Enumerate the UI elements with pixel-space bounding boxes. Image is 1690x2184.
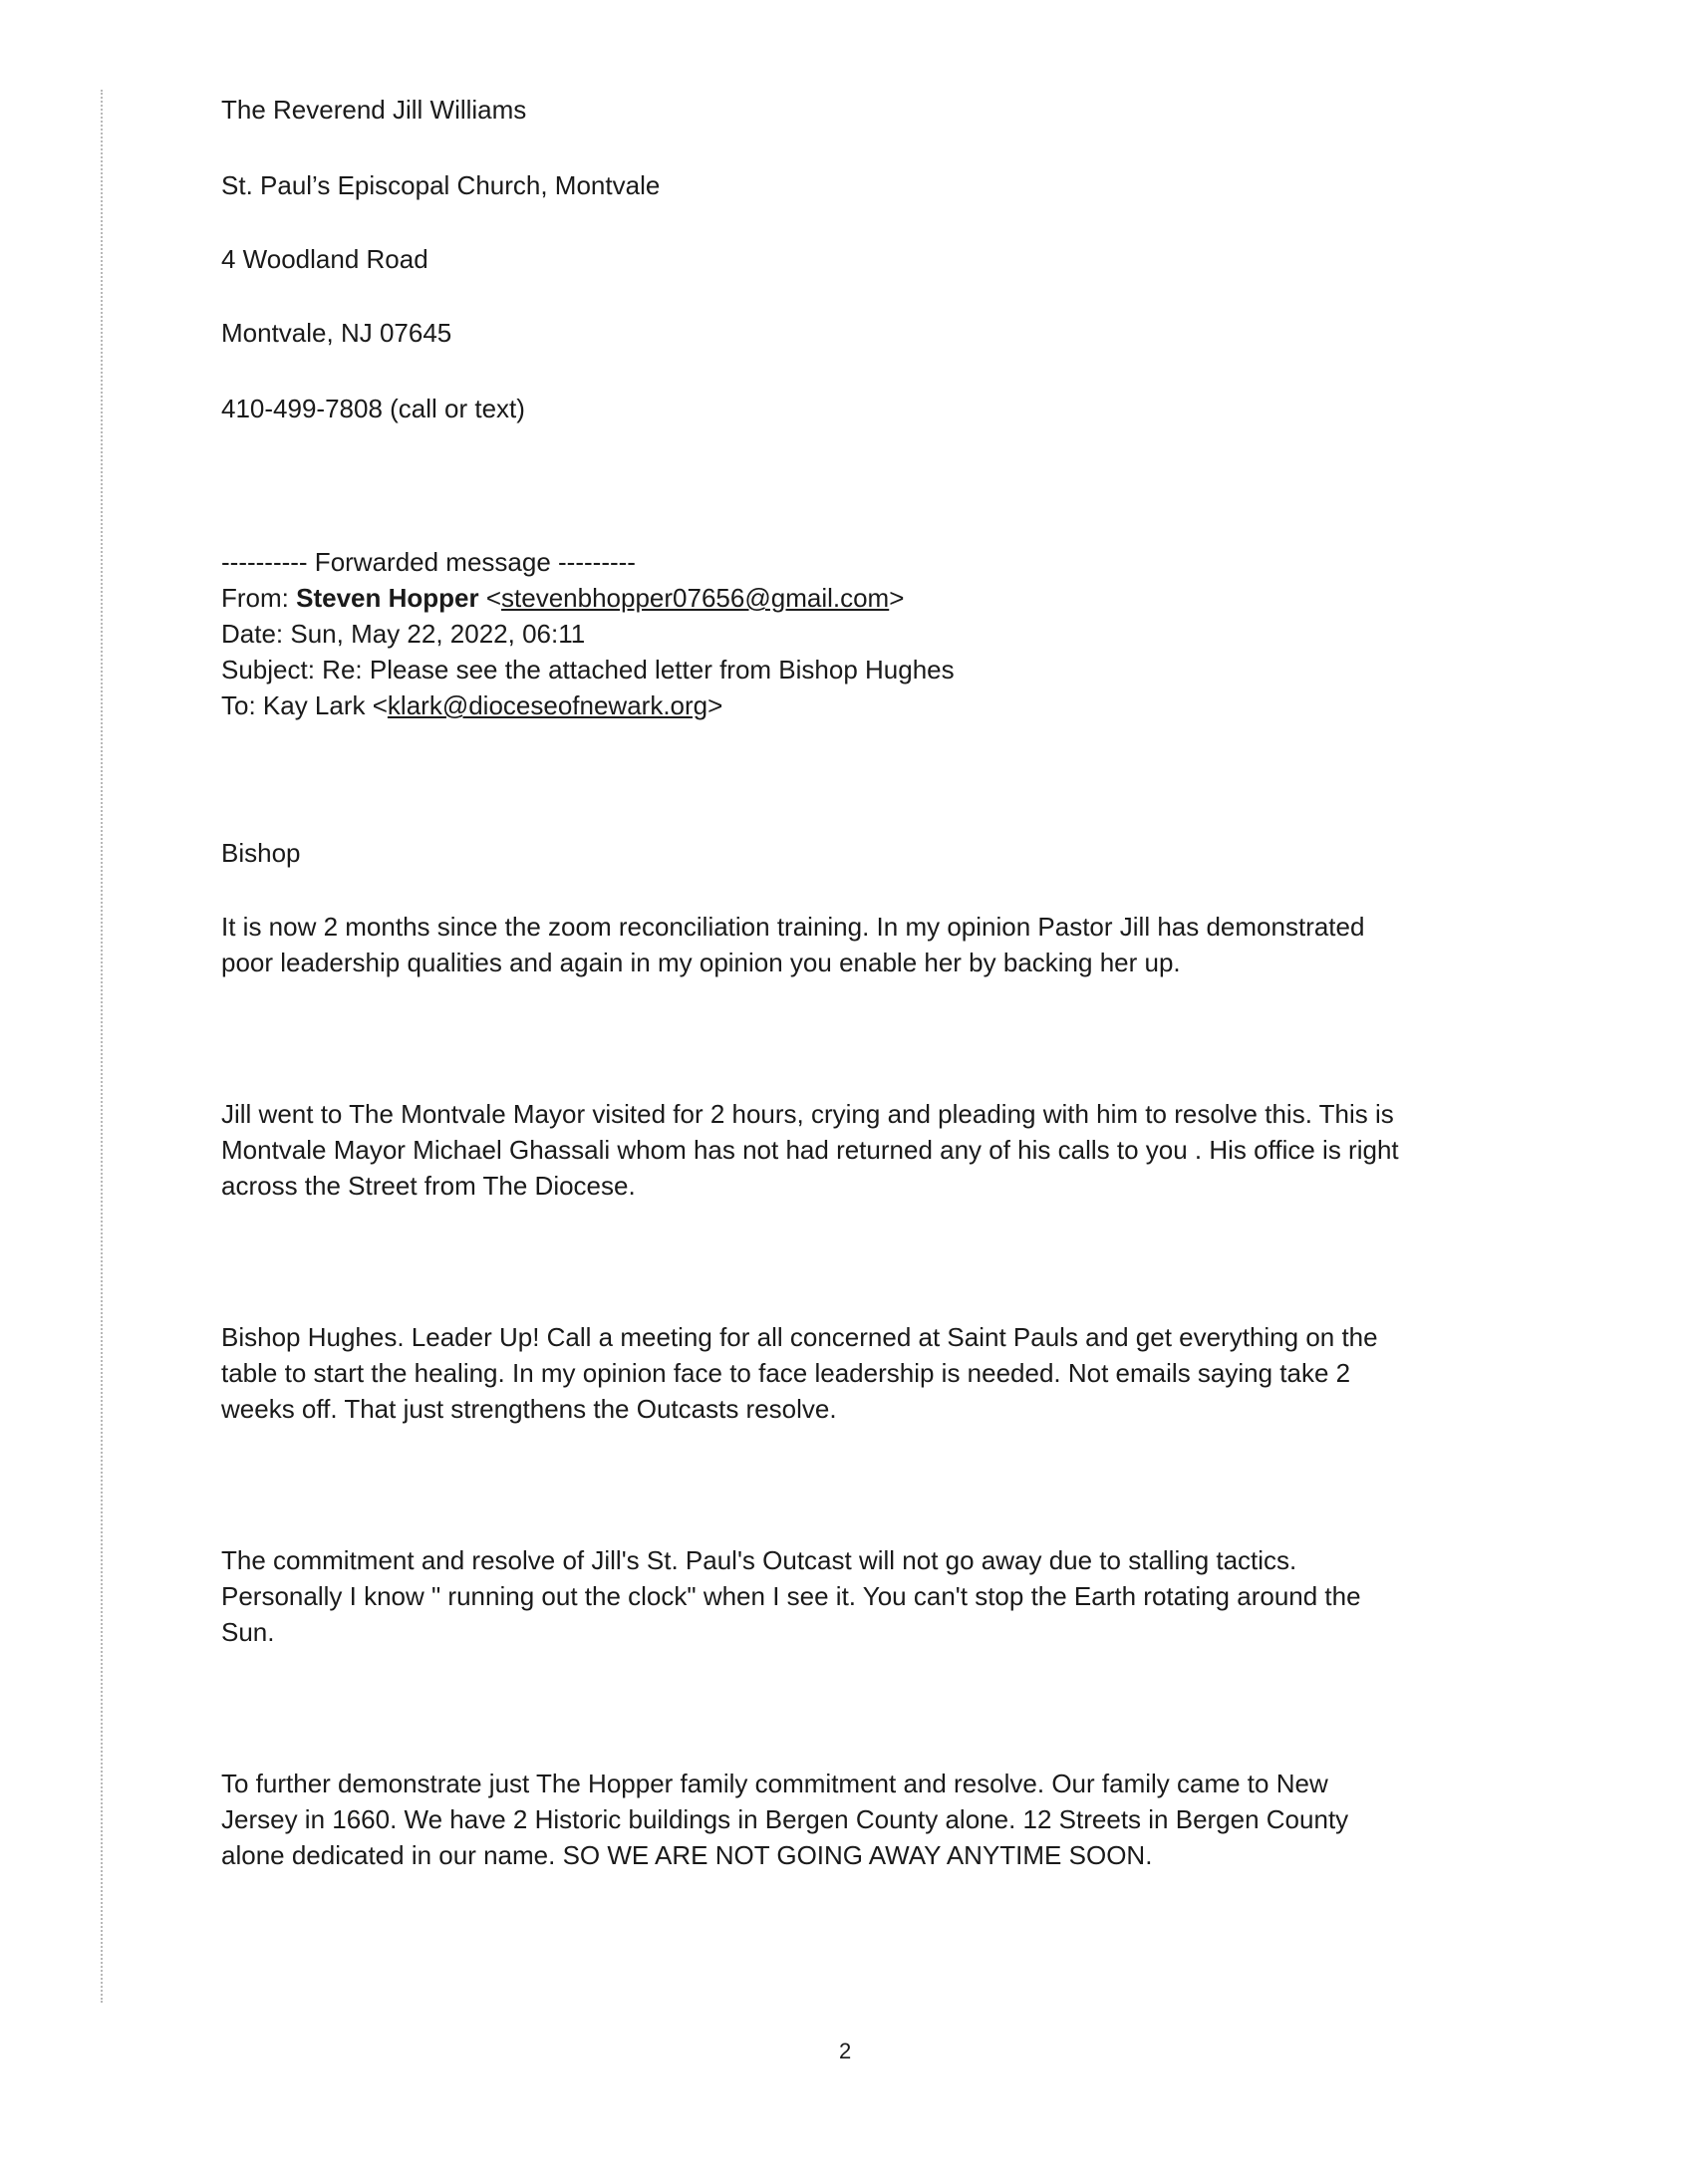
paragraph-line: Bishop Hughes. Leader Up! Call a meeting for all concerned at Saint Pauls and get everything on the <box>221 1322 1378 1352</box>
paragraph-line: Montvale Mayor Michael Ghassali whom has not had returned any of his calls to you . His office is right <box>221 1135 1399 1165</box>
to-email-link[interactable]: klark@dioceseofnewark.org <box>387 690 708 720</box>
paragraph-1 <box>221 909 1364 980</box>
scan-edge <box>101 90 103 2003</box>
page-number: 2 <box>839 2039 852 2063</box>
forwarded-separator: ---------- Forwarded message --------- <box>221 547 636 577</box>
from-close: > <box>889 583 905 613</box>
sender-name: The Reverend Jill Williams <box>221 95 527 125</box>
paragraph-line: Personally I know " running out the clock" when I see it. You can't stop the Earth rotating around the <box>221 1581 1361 1611</box>
paragraph-line: It is now 2 months since the zoom reconciliation training. In my opinion Pastor Jill has demonstrated <box>221 912 1365 942</box>
sender-church: St. Paul’s Episcopal Church, Montvale <box>221 170 661 200</box>
to-close: > <box>707 690 723 720</box>
forwarded-date: Date: Sun, May 22, 2022, 06:11 <box>221 619 586 649</box>
paragraph-line: poor leadership qualities and again in my opinion you enable her by backing her up. <box>221 948 1181 977</box>
forwarded-header <box>221 544 955 723</box>
paragraph-line: weeks off. That just strengthens the Outcasts resolve. <box>221 1394 837 1424</box>
from-email-link[interactable]: stevenbhopper07656@gmail.com <box>501 583 890 613</box>
forwarded-to <box>221 687 955 723</box>
from-open: < <box>478 583 502 613</box>
paragraph-line: Jill went to The Montvale Mayor visited for 2 hours, crying and pleading with him to resolve this. This is <box>221 1099 1394 1129</box>
sender-city: Montvale, NJ 07645 <box>221 318 452 348</box>
to-prefix: To: Kay Lark < <box>221 690 388 720</box>
paragraph-line: table to start the healing. In my opinion face to face leadership is needed. Not emails saying take 2 <box>221 1358 1351 1388</box>
paragraph-line: Jersey in 1660. We have 2 Historic buildings in Bergen County alone. 12 Streets in Bergen County <box>221 1804 1349 1834</box>
sender-phone: 410-499-7808 (call or text) <box>221 394 525 423</box>
paragraph-line: alone dedicated in our name. SO WE ARE NOT GOING AWAY ANYTIME SOON. <box>221 1840 1153 1870</box>
paragraph-line: The commitment and resolve of Jill's St. Paul's Outcast will not go away due to stalling tactics. <box>221 1545 1297 1575</box>
from-label: From: <box>221 583 297 613</box>
paragraph-5 <box>221 1766 1348 1873</box>
paragraph-3 <box>221 1319 1378 1427</box>
paragraph-line: Sun. <box>221 1617 275 1647</box>
forwarded-from <box>221 580 955 616</box>
paragraph-4 <box>221 1542 1361 1650</box>
from-name: Steven Hopper <box>296 583 479 613</box>
paragraph-2 <box>221 1096 1399 1204</box>
salutation: Bishop <box>221 838 301 868</box>
paragraph-line: To further demonstrate just The Hopper family commitment and resolve. Our family came to New <box>221 1769 1328 1798</box>
sender-street: 4 Woodland Road <box>221 244 428 274</box>
forwarded-subject: Subject: Re: Please see the attached letter from Bishop Hughes <box>221 655 955 684</box>
paragraph-line: across the Street from The Diocese. <box>221 1171 636 1201</box>
